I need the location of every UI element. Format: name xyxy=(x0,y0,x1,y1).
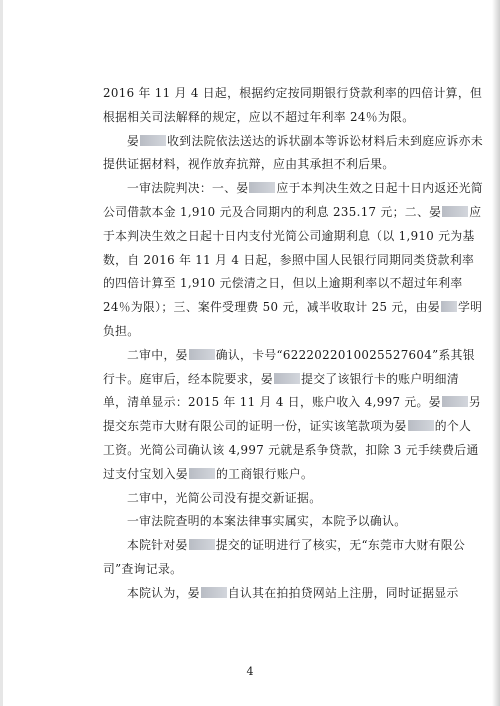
redaction-mark xyxy=(408,420,434,431)
paragraph-5 xyxy=(103,487,483,511)
paragraph-text: 一审法院查明的本案法律事实属实，本院予以确认。 xyxy=(127,514,407,529)
paragraph-2 xyxy=(103,130,483,178)
paragraph-text: 提交的证明进行了核实，无“东莞市大财有限公司”查询记录。 xyxy=(103,538,466,576)
paragraph-text: 一审法院判决：一、晏 xyxy=(127,181,249,196)
paragraph-text: 的工商银行账户。 xyxy=(216,466,314,481)
document-body xyxy=(103,82,483,606)
paragraph-1 xyxy=(103,82,483,130)
paragraph-text: 晏 xyxy=(127,133,140,148)
redaction-mark xyxy=(274,373,300,384)
redaction-mark xyxy=(189,349,215,360)
paragraph-text: 二审中，光简公司没有提交新证据。 xyxy=(127,490,322,505)
redaction-mark xyxy=(140,135,166,146)
redaction-mark xyxy=(441,301,457,312)
page-left-edge xyxy=(0,0,3,706)
paragraph-text: 自认其在拍拍贷网站上注册，同时证据显示 xyxy=(227,585,459,600)
paragraph-3 xyxy=(103,177,483,344)
page-right-edge xyxy=(492,0,500,706)
paragraph-text: 2016 年 11 月 4 日起，根据约定按同期银行贷款利率的四倍计算，但根据相关司法解释的规定，应以不超过年利率 24％为限。 xyxy=(103,86,483,124)
paragraph-text: 本院针对晏 xyxy=(127,538,188,553)
redaction-mark xyxy=(189,539,215,550)
paragraph-text: 另提交东莞市大财有限公司的证明一份，证实该笔款项为晏 xyxy=(103,395,482,434)
redaction-mark xyxy=(442,206,468,217)
paragraph-7 xyxy=(103,534,483,582)
paragraph-text: 确认，卡号“6222022010025527604”系其银行卡。庭审后，经本院要求，晏 xyxy=(103,347,475,386)
paragraph-text: 的个人工资。光简公司确认该 4,997 元就是系争贷款，扣除 3 元手续费后通过支付宝划入晏 xyxy=(103,419,479,481)
paragraph-text: 应于本判决生效之日起十日内返还光简公司借款本金 1,910 元及合同期内的利息 235.17 元；二、晏 xyxy=(103,181,483,219)
paragraph-text: 收到法院依法送达的诉状副本等诉讼材料后未到庭应诉亦未提供证据材料，视作放弃抗辩，应由其承担不利后果。 xyxy=(103,133,483,172)
redaction-mark xyxy=(189,468,215,479)
paragraph-text: 应于本判决生效之日起十日内支付光简公司逾期利息（以 1,910 元为基数，自 2016 年 11 月 4 日起，参照中国人民银行同期同类贷款利率的四倍计算至 1,910 元偿清之日，但以上逾期利率以不超过年利率 24％为限）；三、案件受理费 50 元，减半收取计 25 元，由晏 xyxy=(103,204,482,315)
paragraph-8 xyxy=(103,582,483,606)
redaction-mark xyxy=(442,396,468,407)
paragraph-text: 提交了该银行卡的账户明细清单，清单显示：2015 年 11 月 4 日，账户收入 4,997 元。晏 xyxy=(103,371,459,410)
paragraph-text: 二审中，晏 xyxy=(127,347,188,362)
redaction-mark xyxy=(249,182,275,193)
paragraph-6 xyxy=(103,510,483,534)
redaction-mark xyxy=(201,587,227,598)
page-number: 4 xyxy=(246,665,254,678)
paragraph-text: 本院认为，晏 xyxy=(127,585,200,600)
paragraph-4 xyxy=(103,344,483,487)
paragraph-text: 学明负担。 xyxy=(103,300,483,338)
